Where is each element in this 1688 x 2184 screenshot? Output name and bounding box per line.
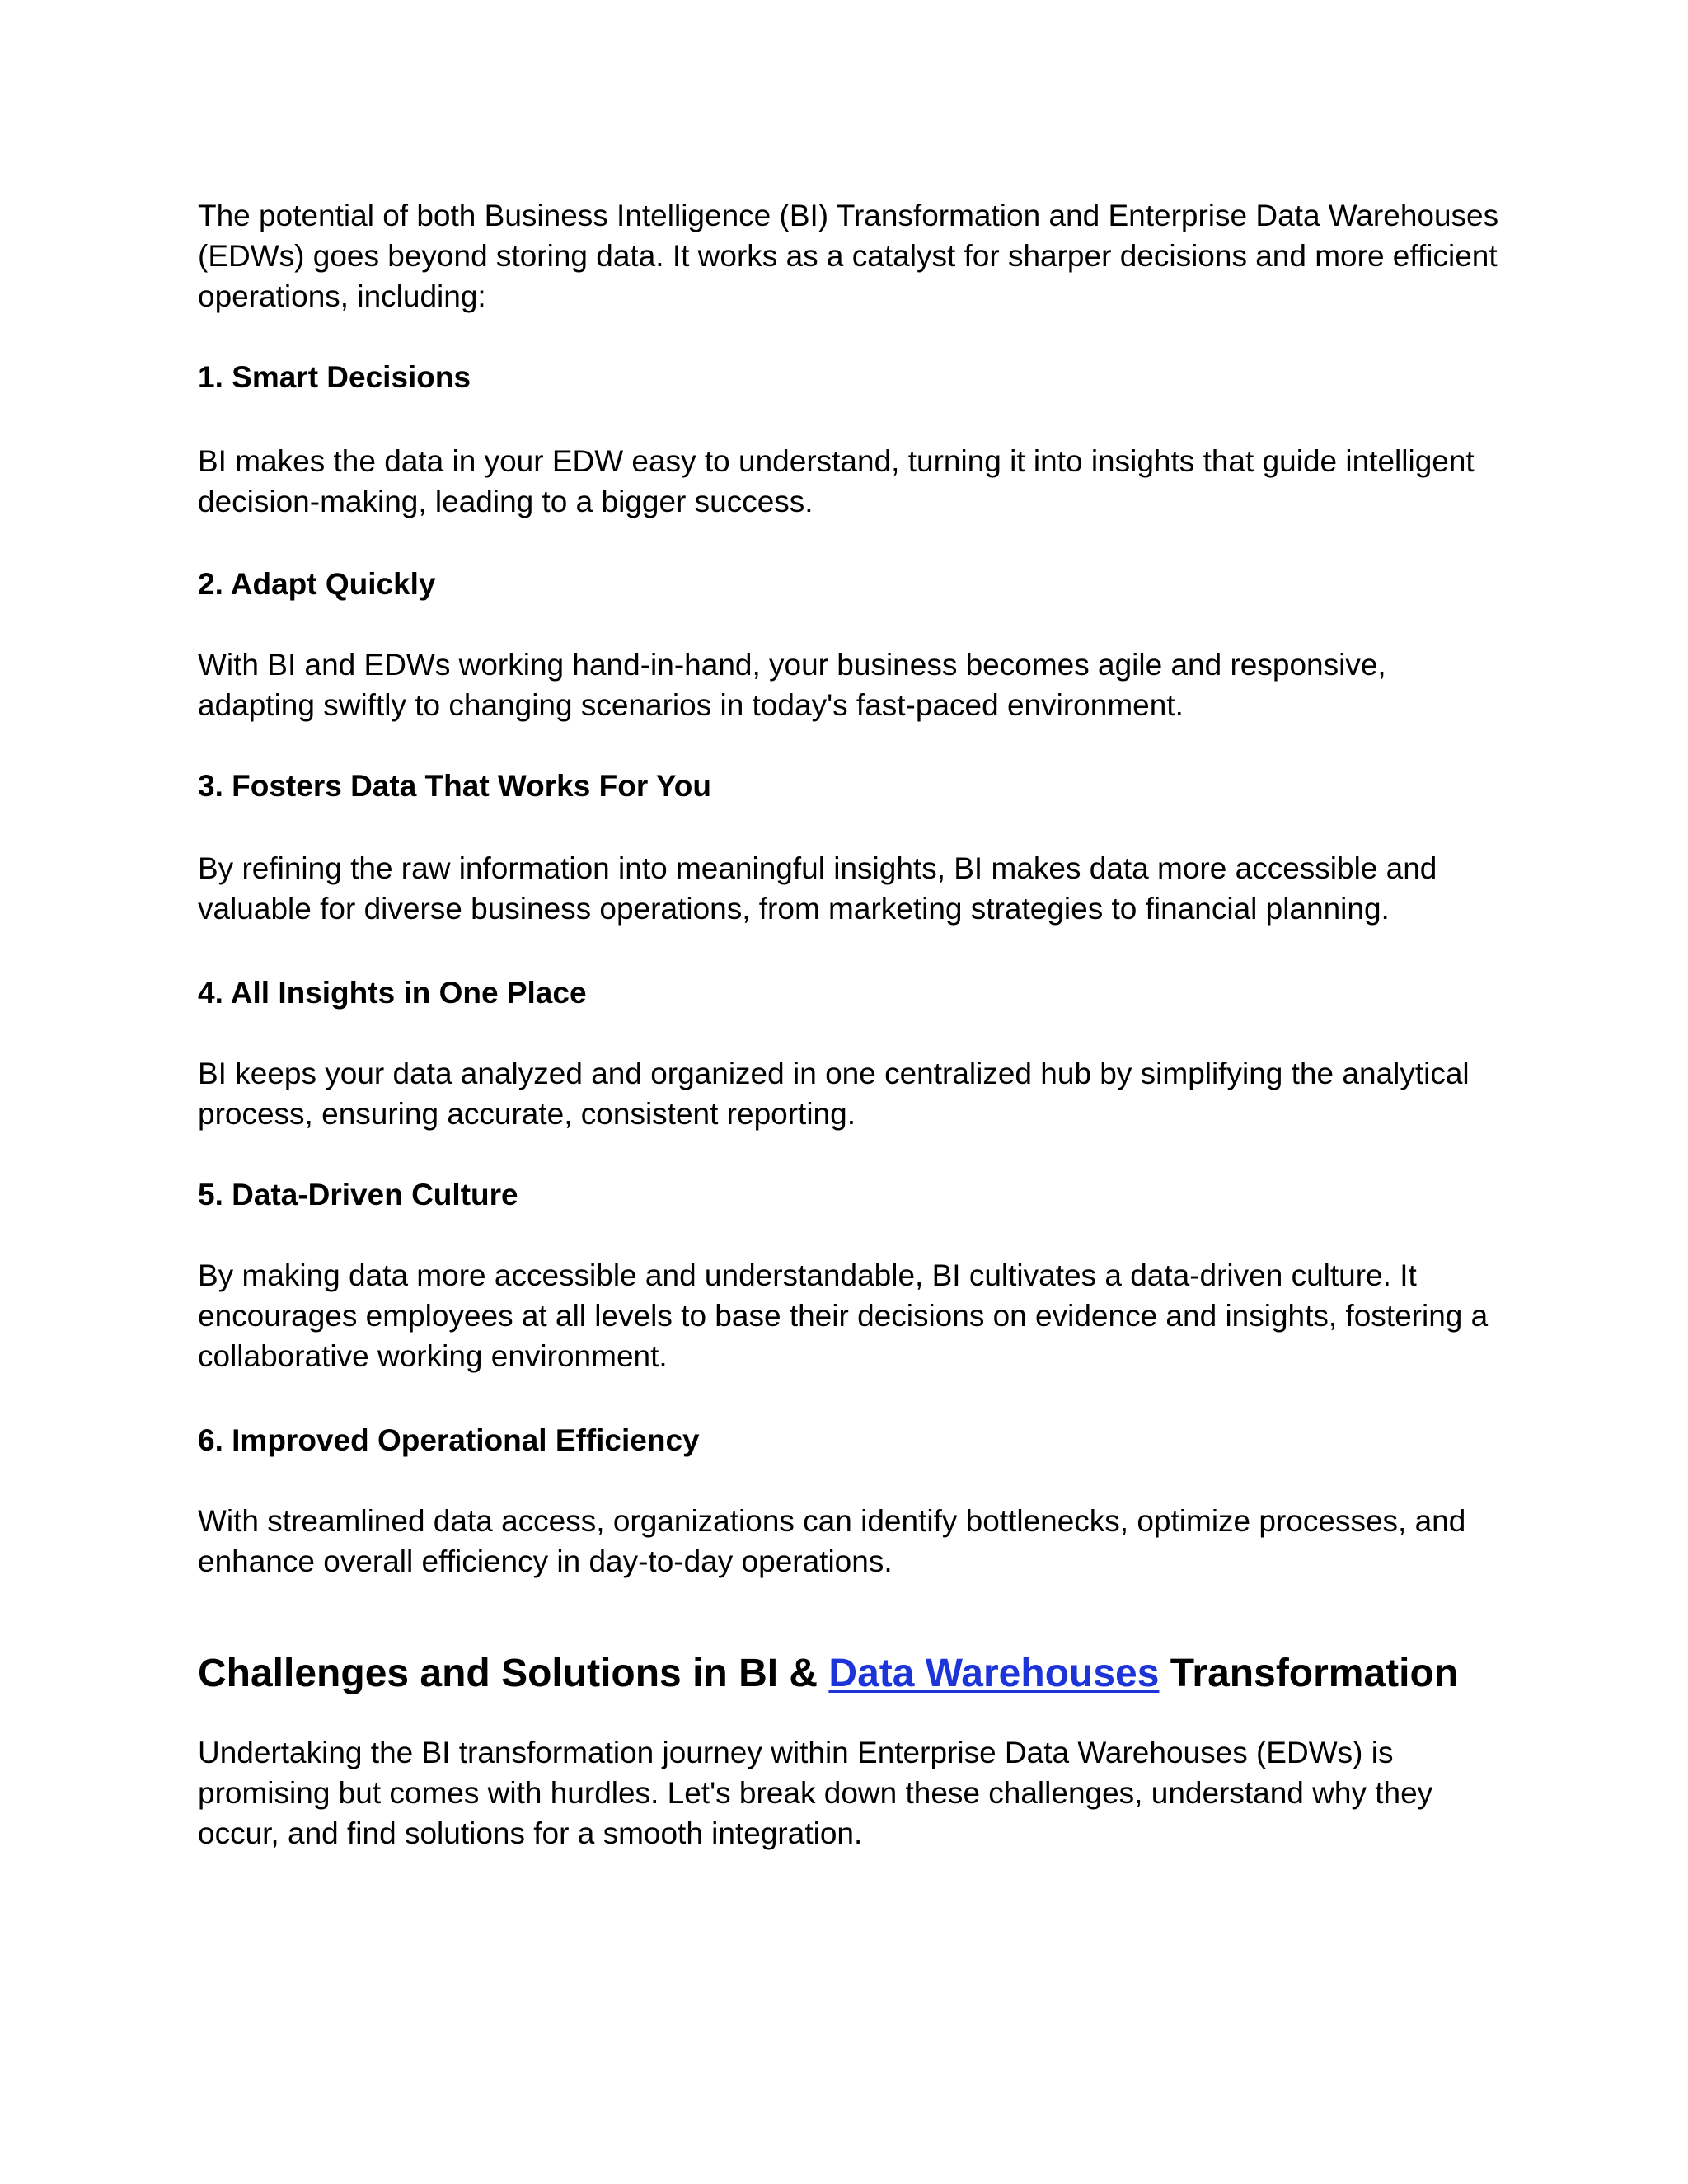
challenges-heading-text-start: Challenges and Solutions in BI & xyxy=(198,1652,829,1695)
section-heading-operational-efficiency: 6. Improved Operational Efficiency xyxy=(198,1423,700,1457)
section-heading-fosters-data: 3. Fosters Data That Works For You xyxy=(198,769,711,803)
section-heading-adapt-quickly: 2. Adapt Quickly xyxy=(198,567,436,601)
section-heading-all-insights: 4. All Insights in One Place xyxy=(198,976,587,1010)
section-body-operational-efficiency: With streamlined data access, organizations can identify bottlenecks, optimize processes, and enhance overall efficiency in day-to-day operations. xyxy=(198,1504,1466,1578)
section-body-adapt-quickly: With BI and EDWs working hand-in-hand, your business becomes agile and responsive, adapting swiftly to changing scenarios in today's fast-paced environment. xyxy=(198,648,1386,722)
data-warehouses-link[interactable]: Data Warehouses xyxy=(828,1652,1160,1695)
challenges-body: Undertaking the BI transformation journey within Enterprise Data Warehouses (EDWs) is promising but comes with hurdles. Let's break down these challenges, understand why they occur, and find solutions for a smooth integration. xyxy=(198,1736,1433,1850)
intro-paragraph: The potential of both Business Intelligence (BI) Transformation and Enterprise Data Warehouses (EDWs) goes beyond storing data. It works as a catalyst for sharper decisions and more efficient operations, including: xyxy=(198,199,1499,313)
section-heading-data-driven-culture: 5. Data-Driven Culture xyxy=(198,1178,518,1212)
section-body-smart-decisions: BI makes the data in your EDW easy to understand, turning it into insights that guide intelligent decision-making, leading to a bigger success. xyxy=(198,444,1475,518)
challenges-heading-text-end: Transformation xyxy=(1159,1652,1459,1695)
section-body-fosters-data: By refining the raw information into meaningful insights, BI makes data more accessible and valuable for diverse business operations, from marketing strategies to financial planning. xyxy=(198,851,1437,926)
challenges-heading xyxy=(198,1649,1500,1699)
section-body-data-driven-culture: By making data more accessible and understandable, BI cultivates a data-driven culture. It encourages employees at all levels to base their decisions on evidence and insights, fostering a collaborative working environment. xyxy=(198,1258,1489,1373)
document-page xyxy=(198,195,1500,1854)
section-heading-smart-decisions: 1. Smart Decisions xyxy=(198,360,471,394)
section-body-all-insights: BI keeps your data analyzed and organized in one centralized hub by simplifying the analytical process, ensuring accurate, consistent reporting. xyxy=(198,1057,1470,1131)
